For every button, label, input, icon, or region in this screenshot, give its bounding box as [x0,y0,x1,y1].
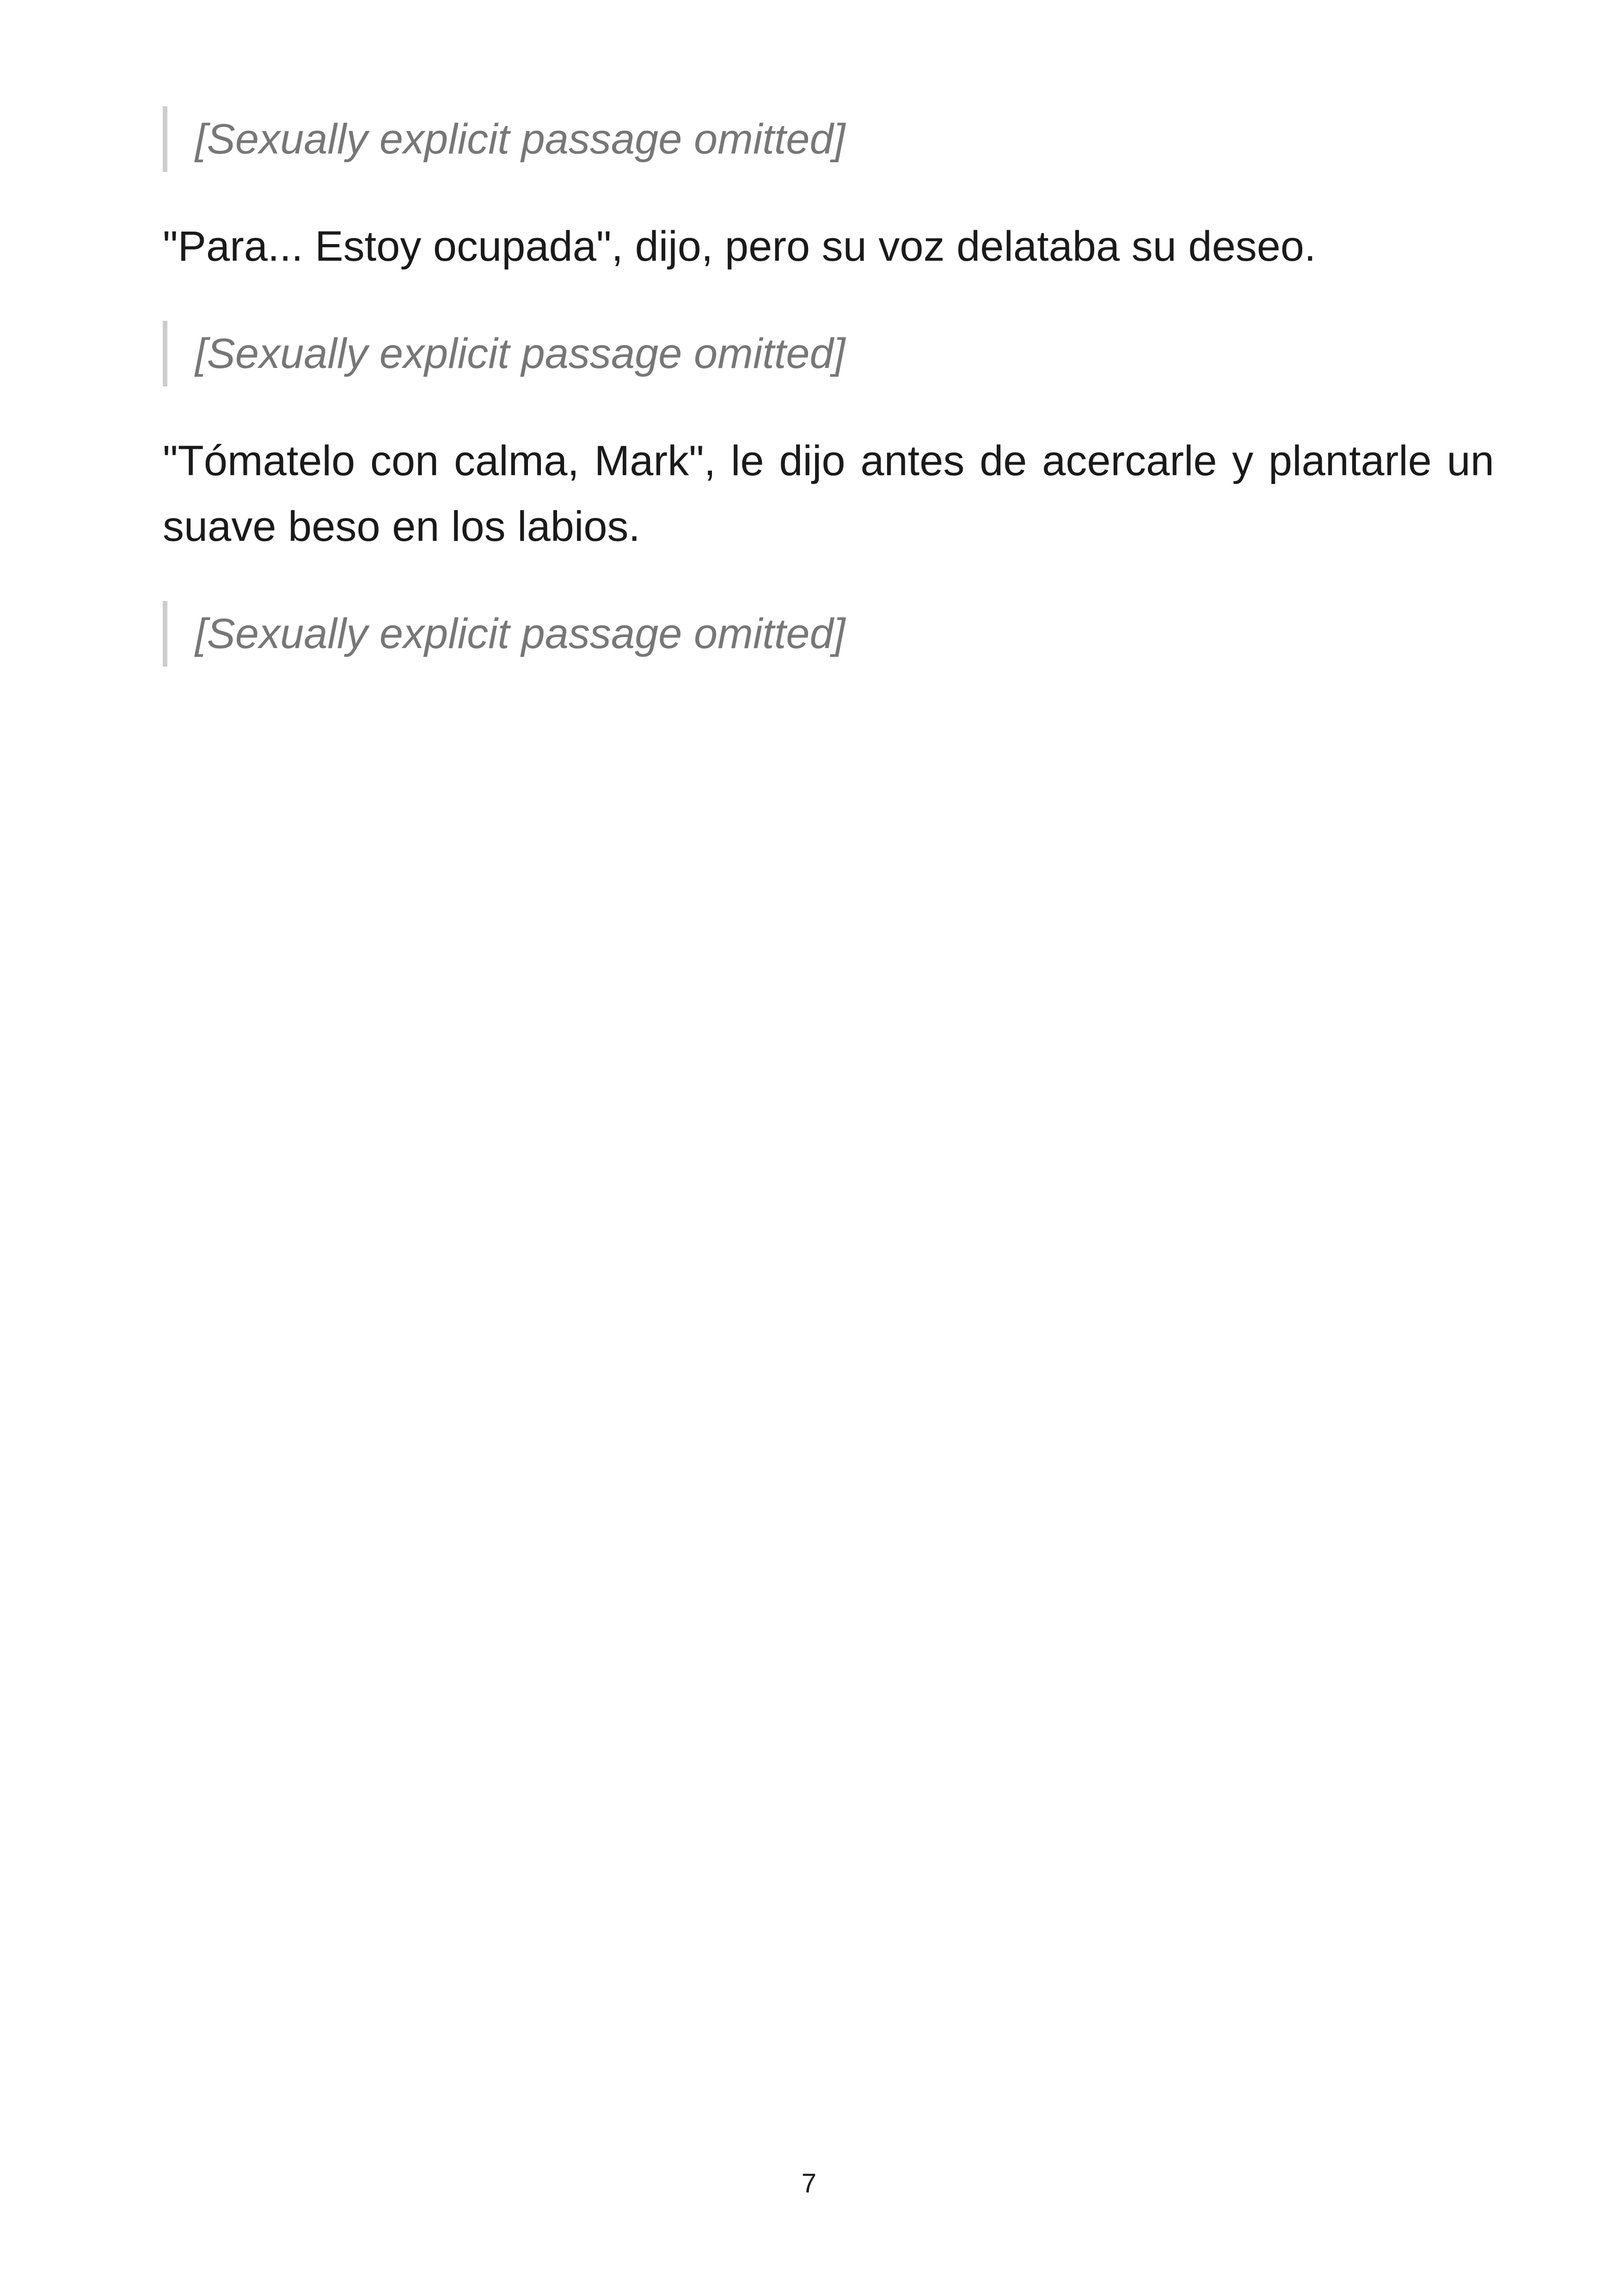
omitted-passage: [Sexually explicit passage omitted] [163,106,1494,172]
omitted-passage: [Sexually explicit passage omitted] [163,601,1494,667]
paragraph: "Tómatelo con calma, Mark", le dijo antes de acercarle y plantarle un suave beso en los labios. [163,437,1494,550]
paragraph: "Para... Estoy ocupada", dijo, pero su voz delataba su deseo. [163,223,1316,270]
page-number: 7 [801,2168,817,2198]
body-text [163,106,1494,708]
omitted-passage: [Sexually explicit passage omitted] [163,321,1494,386]
